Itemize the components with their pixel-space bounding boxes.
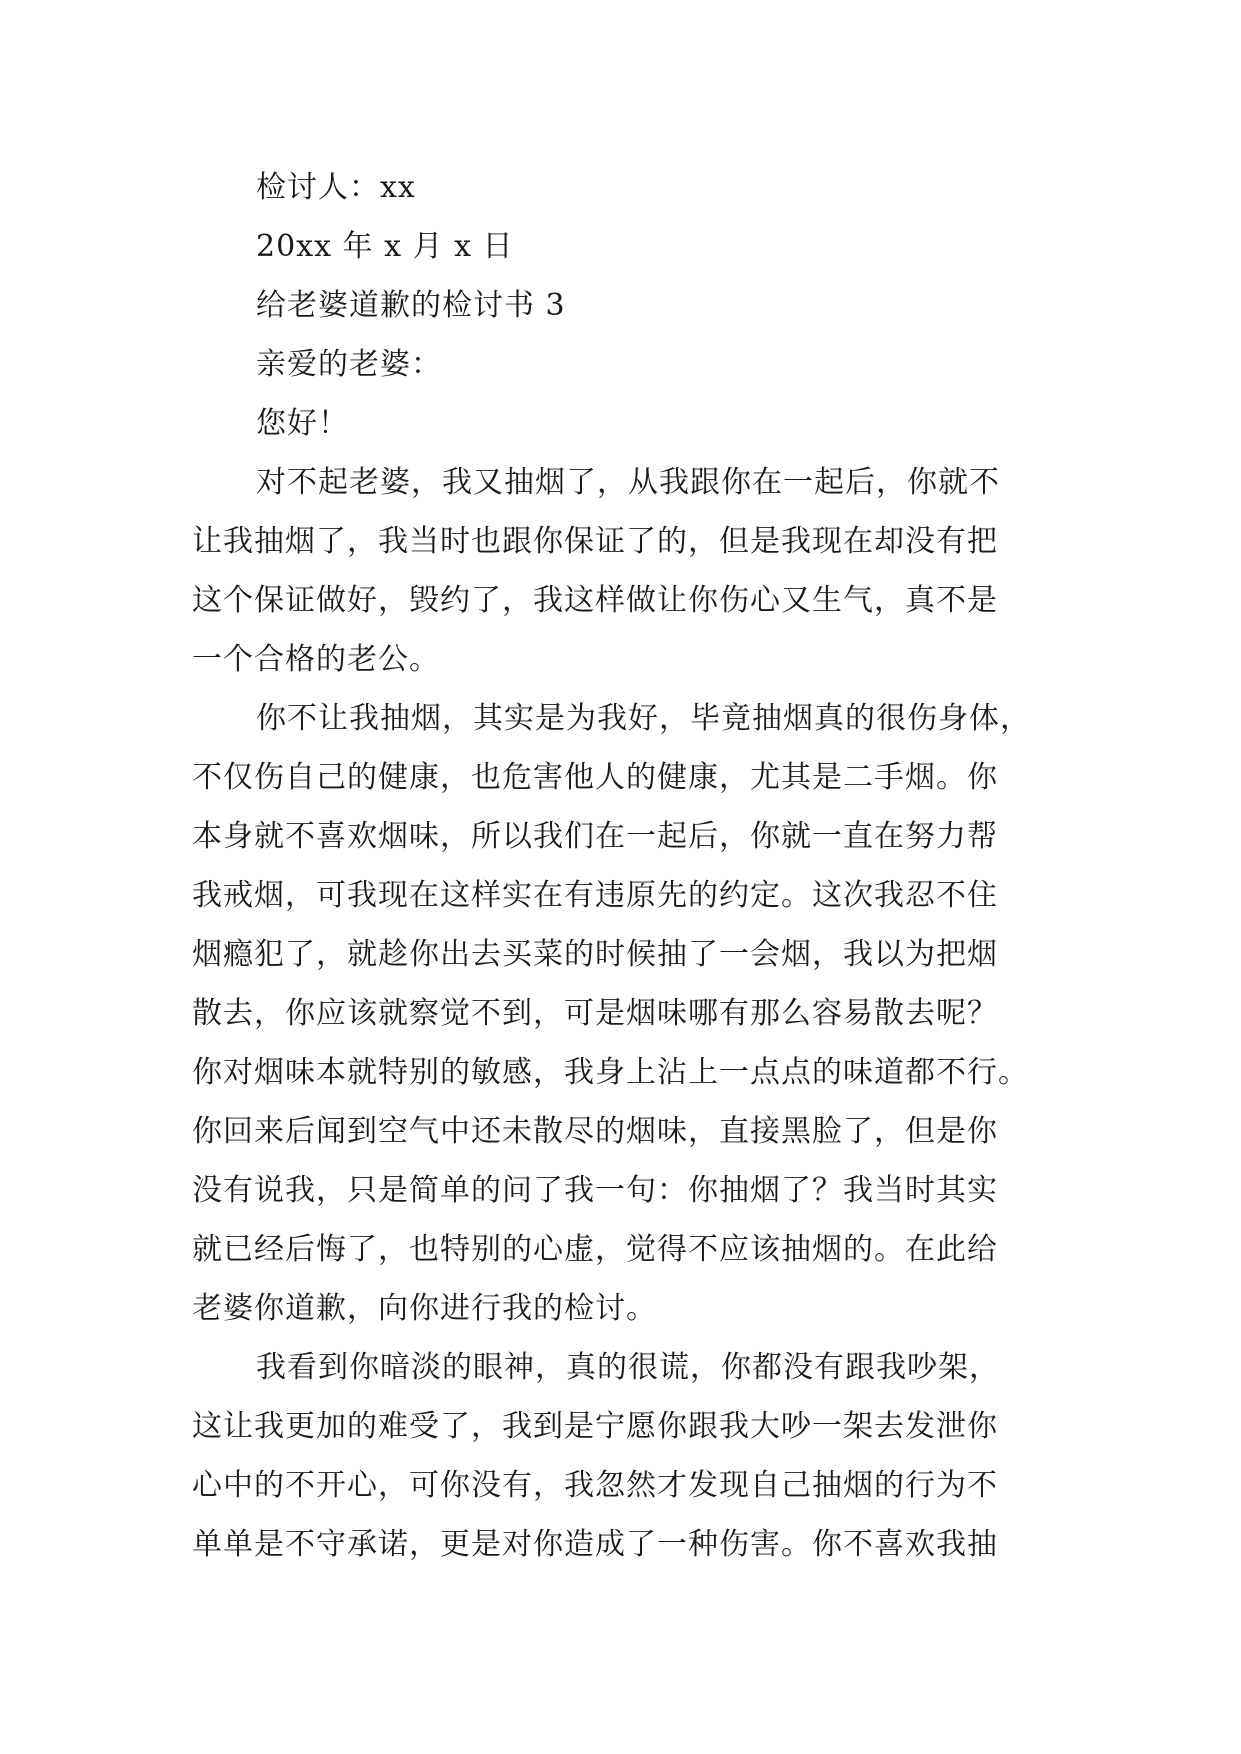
greeting: 您好！	[256, 406, 349, 441]
paragraph-line: 本身就不喜欢烟味，所以我们在一起后，你就一直在努力帮	[192, 819, 998, 854]
document-body	[192, 158, 1052, 1574]
reviewer-line: 检讨人：xx	[256, 170, 416, 205]
paragraph-1	[192, 453, 1052, 689]
paragraph-3	[192, 1338, 1052, 1574]
paragraph-line: 单单是不守承诺，更是对你造成了一种伤害。你不喜欢我抽	[192, 1527, 998, 1562]
paragraph-line: 这让我更加的难受了，我到是宁愿你跟我大吵一架去发泄你	[192, 1409, 998, 1444]
paragraph-line: 我戒烟，可我现在这样实在有违原先的约定。这次我忍不住	[192, 878, 998, 913]
paragraph-line: 散去，你应该就察觉不到，可是烟味哪有那么容易散去呢？	[192, 996, 998, 1031]
paragraph-line: 我看到你暗淡的眼神，真的很谎，你都没有跟我吵架，	[256, 1350, 1000, 1385]
paragraph-line: 一个合格的老公。	[192, 642, 440, 677]
salutation: 亲爱的老婆：	[256, 347, 442, 382]
paragraph-2	[192, 689, 1052, 1338]
paragraph-line: 这个保证做好，毁约了，我这样做让你伤心又生气，真不是	[192, 583, 998, 618]
paragraph-line: 就已经后悔了，也特别的心虚，觉得不应该抽烟的。在此给	[192, 1232, 998, 1267]
paragraph-line: 你对烟味本就特别的敏感，我身上沾上一点点的味道都不行。	[192, 1055, 1029, 1090]
paragraph-line: 你回来后闻到空气中还未散尽的烟味，直接黑脸了，但是你	[192, 1114, 998, 1149]
paragraph-line: 烟瘾犯了，就趁你出去买菜的时候抽了一会烟，我以为把烟	[192, 937, 998, 972]
paragraph-line: 你不让我抽烟，其实是为我好，毕竟抽烟真的很伤身体，	[256, 701, 1031, 736]
paragraph-line: 老婆你道歉，向你进行我的检讨。	[192, 1291, 657, 1326]
date-line: 20xx 年 x 月 x 日	[256, 229, 514, 264]
letter-title: 给老婆道歉的检讨书 3	[256, 288, 566, 323]
paragraph-line: 对不起老婆，我又抽烟了，从我跟你在一起后，你就不	[256, 465, 1000, 500]
paragraph-line: 让我抽烟了，我当时也跟你保证了的，但是我现在却没有把	[192, 524, 998, 559]
paragraph-line: 不仅伤自己的健康，也危害他人的健康，尤其是二手烟。你	[192, 760, 998, 795]
paragraph-line: 心中的不开心，可你没有，我忽然才发现自己抽烟的行为不	[192, 1468, 998, 1503]
paragraph-line: 没有说我，只是简单的问了我一句：你抽烟了？我当时其实	[192, 1173, 998, 1208]
